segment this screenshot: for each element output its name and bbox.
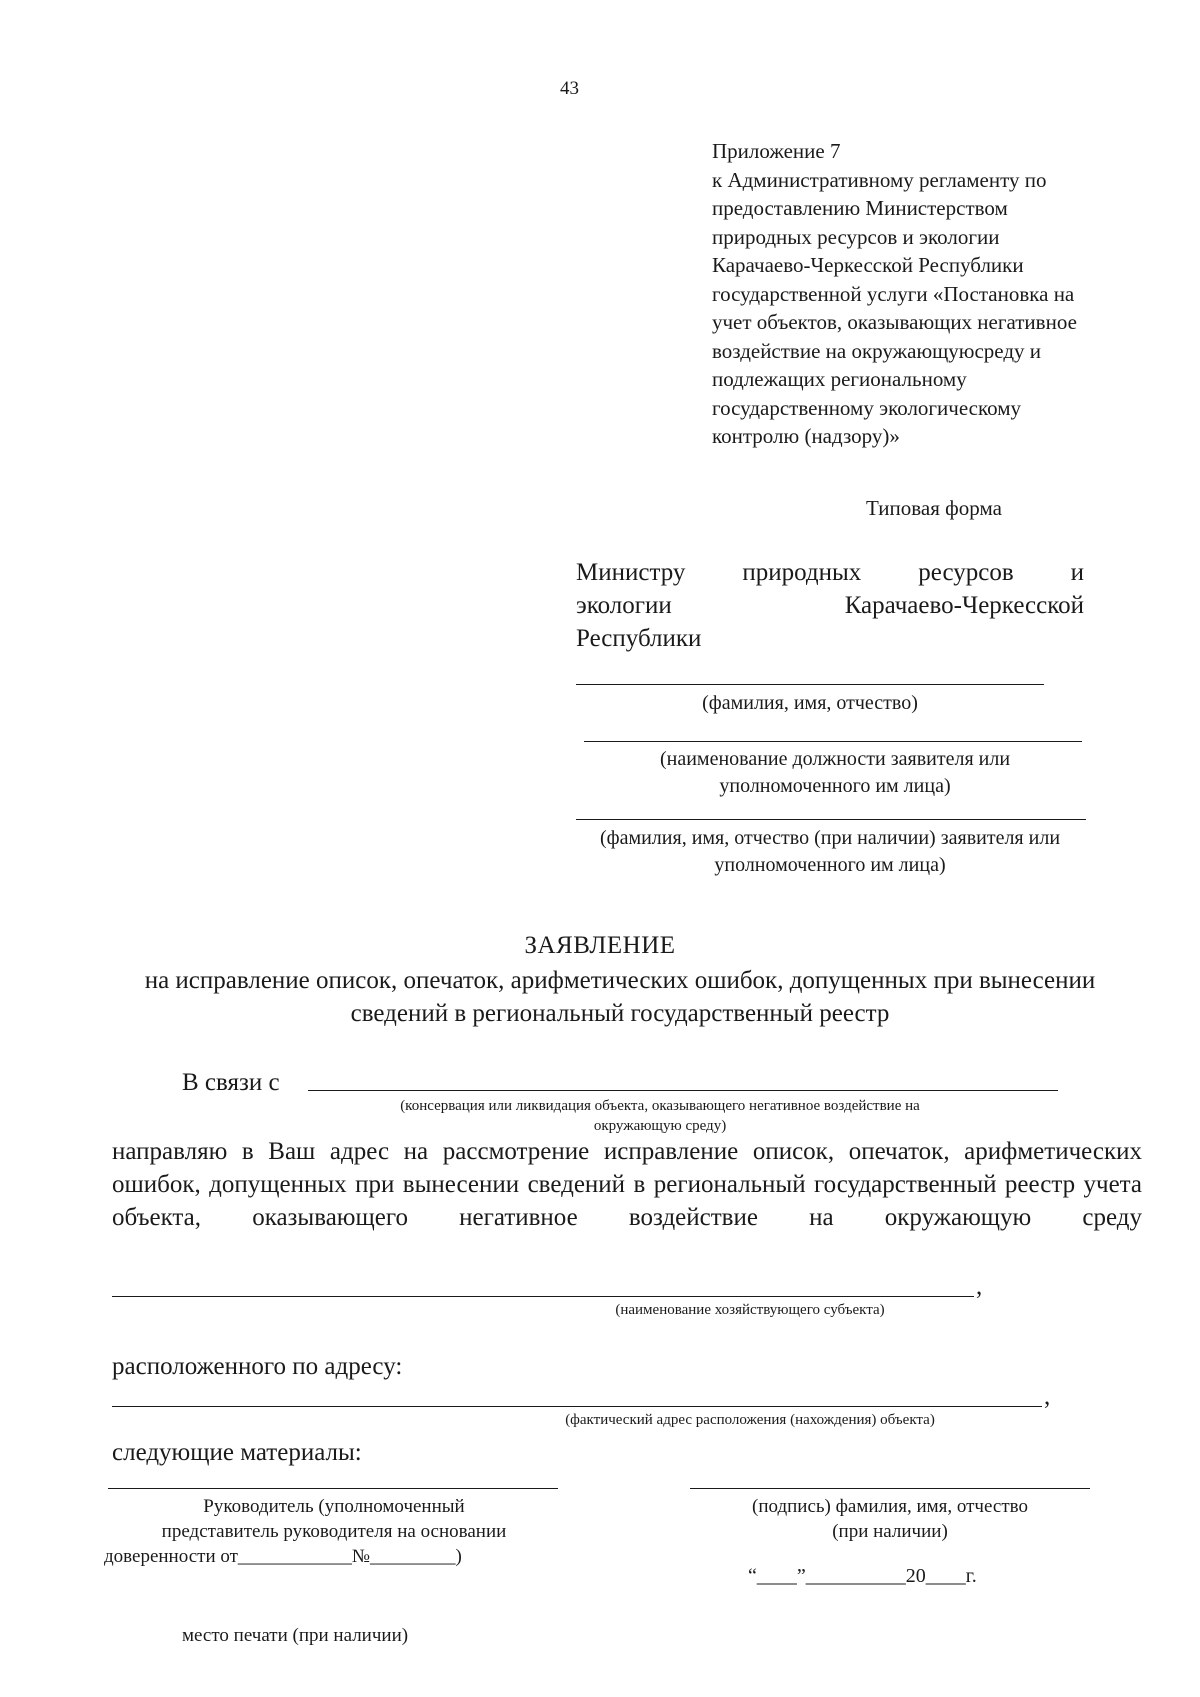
main-paragraph: направляю в Ваш адрес на рассмотрение исправление описок, опечаток, арифметических ошибок, допущенных при вынесении сведений в региональный государственный реестр учета объекта, оказывающего негативное воздействие на окружающую среду	[112, 1138, 1142, 1231]
signature-caption: (подпись) фамилия, имя, отчество (при наличии)	[752, 1496, 1028, 1542]
name-caption: (фамилия, имя, отчество)	[702, 692, 918, 714]
head-caption-line-3: доверенности от____________№_________)	[104, 1546, 462, 1567]
in-connection-label: В связи с	[182, 1069, 280, 1096]
name-line[interactable]	[576, 684, 1044, 685]
appendix-line: природных ресурсов и экологии	[712, 224, 1000, 249]
form-type-label: Типовая форма	[866, 496, 1002, 520]
appendix-line: Приложение 7	[712, 139, 841, 163]
reason-line[interactable]	[308, 1090, 1058, 1091]
appendix-line: подлежащих региональному	[712, 367, 967, 391]
document-title: ЗАЯВЛЕНИЕ	[524, 932, 676, 959]
appendix-line: государственной услуги «Постановка на	[712, 281, 1075, 306]
addressee-line-1: Министру природных ресурсов и	[576, 559, 1084, 586]
document-subtitle: на исправление описок, опечаток, арифметических ошибок, допущенных при вынесении сведений в региональный государственный реестр	[144, 967, 1096, 1027]
position-caption: (наименование должности заявителя или уполномоченного им лица)	[659, 748, 1011, 797]
addressee-block	[576, 556, 1084, 655]
position-line[interactable]	[584, 741, 1082, 742]
appendix-line: предоставлению Министерством	[712, 196, 1008, 220]
head-caption-line-1: Руководитель (уполномоченный	[203, 1496, 465, 1517]
address-line[interactable]	[112, 1406, 1042, 1407]
address-caption: (фактический адрес расположения (нахождения) объекта)	[565, 1412, 935, 1428]
addressee-line-3: Республики	[576, 625, 702, 652]
signature-line[interactable]	[690, 1488, 1090, 1489]
appendix-line: воздействие на окружающуюсреду и	[712, 338, 1042, 363]
page-number: 43	[560, 78, 579, 99]
entity-line[interactable]	[112, 1296, 974, 1297]
stamp-place-label: место печати (при наличии)	[182, 1625, 409, 1646]
head-signature-line[interactable]	[108, 1488, 558, 1489]
appendix-line: государственному экологическому	[712, 395, 1022, 420]
appendix-line: к Административному регламенту по	[712, 167, 1047, 192]
applicant-name-caption: (фамилия, имя, отчество (при наличии) заявителя или уполномоченного им лица)	[599, 827, 1061, 876]
appendix-header	[712, 137, 1152, 451]
appendix-line: контролю (надзору)»	[712, 424, 900, 448]
appendix-line: учет объектов, оказывающих негативное	[712, 310, 1077, 334]
entity-caption: (наименование хозяйствующего субъекта)	[615, 1302, 885, 1318]
appendix-line: Карачаево-Черкесской Республики	[712, 253, 1024, 277]
head-caption-line-2: представитель руководителя на основании	[161, 1521, 507, 1542]
applicant-name-line[interactable]	[576, 819, 1086, 820]
materials-label: следующие материалы:	[112, 1439, 362, 1466]
located-label: расположенного по адресу:	[112, 1353, 403, 1380]
head-caption	[104, 1494, 564, 1569]
date-field[interactable]: “____”__________20____г.	[748, 1565, 977, 1587]
reason-caption: (консервация или ликвидация объекта, оказывающего негативное воздействие на окружающую среду)	[400, 1098, 920, 1134]
addressee-line-2: экологии Карачаево-Черкесской	[576, 592, 1084, 619]
address-comma: ,	[1044, 1383, 1051, 1410]
entity-comma: ,	[976, 1273, 983, 1300]
